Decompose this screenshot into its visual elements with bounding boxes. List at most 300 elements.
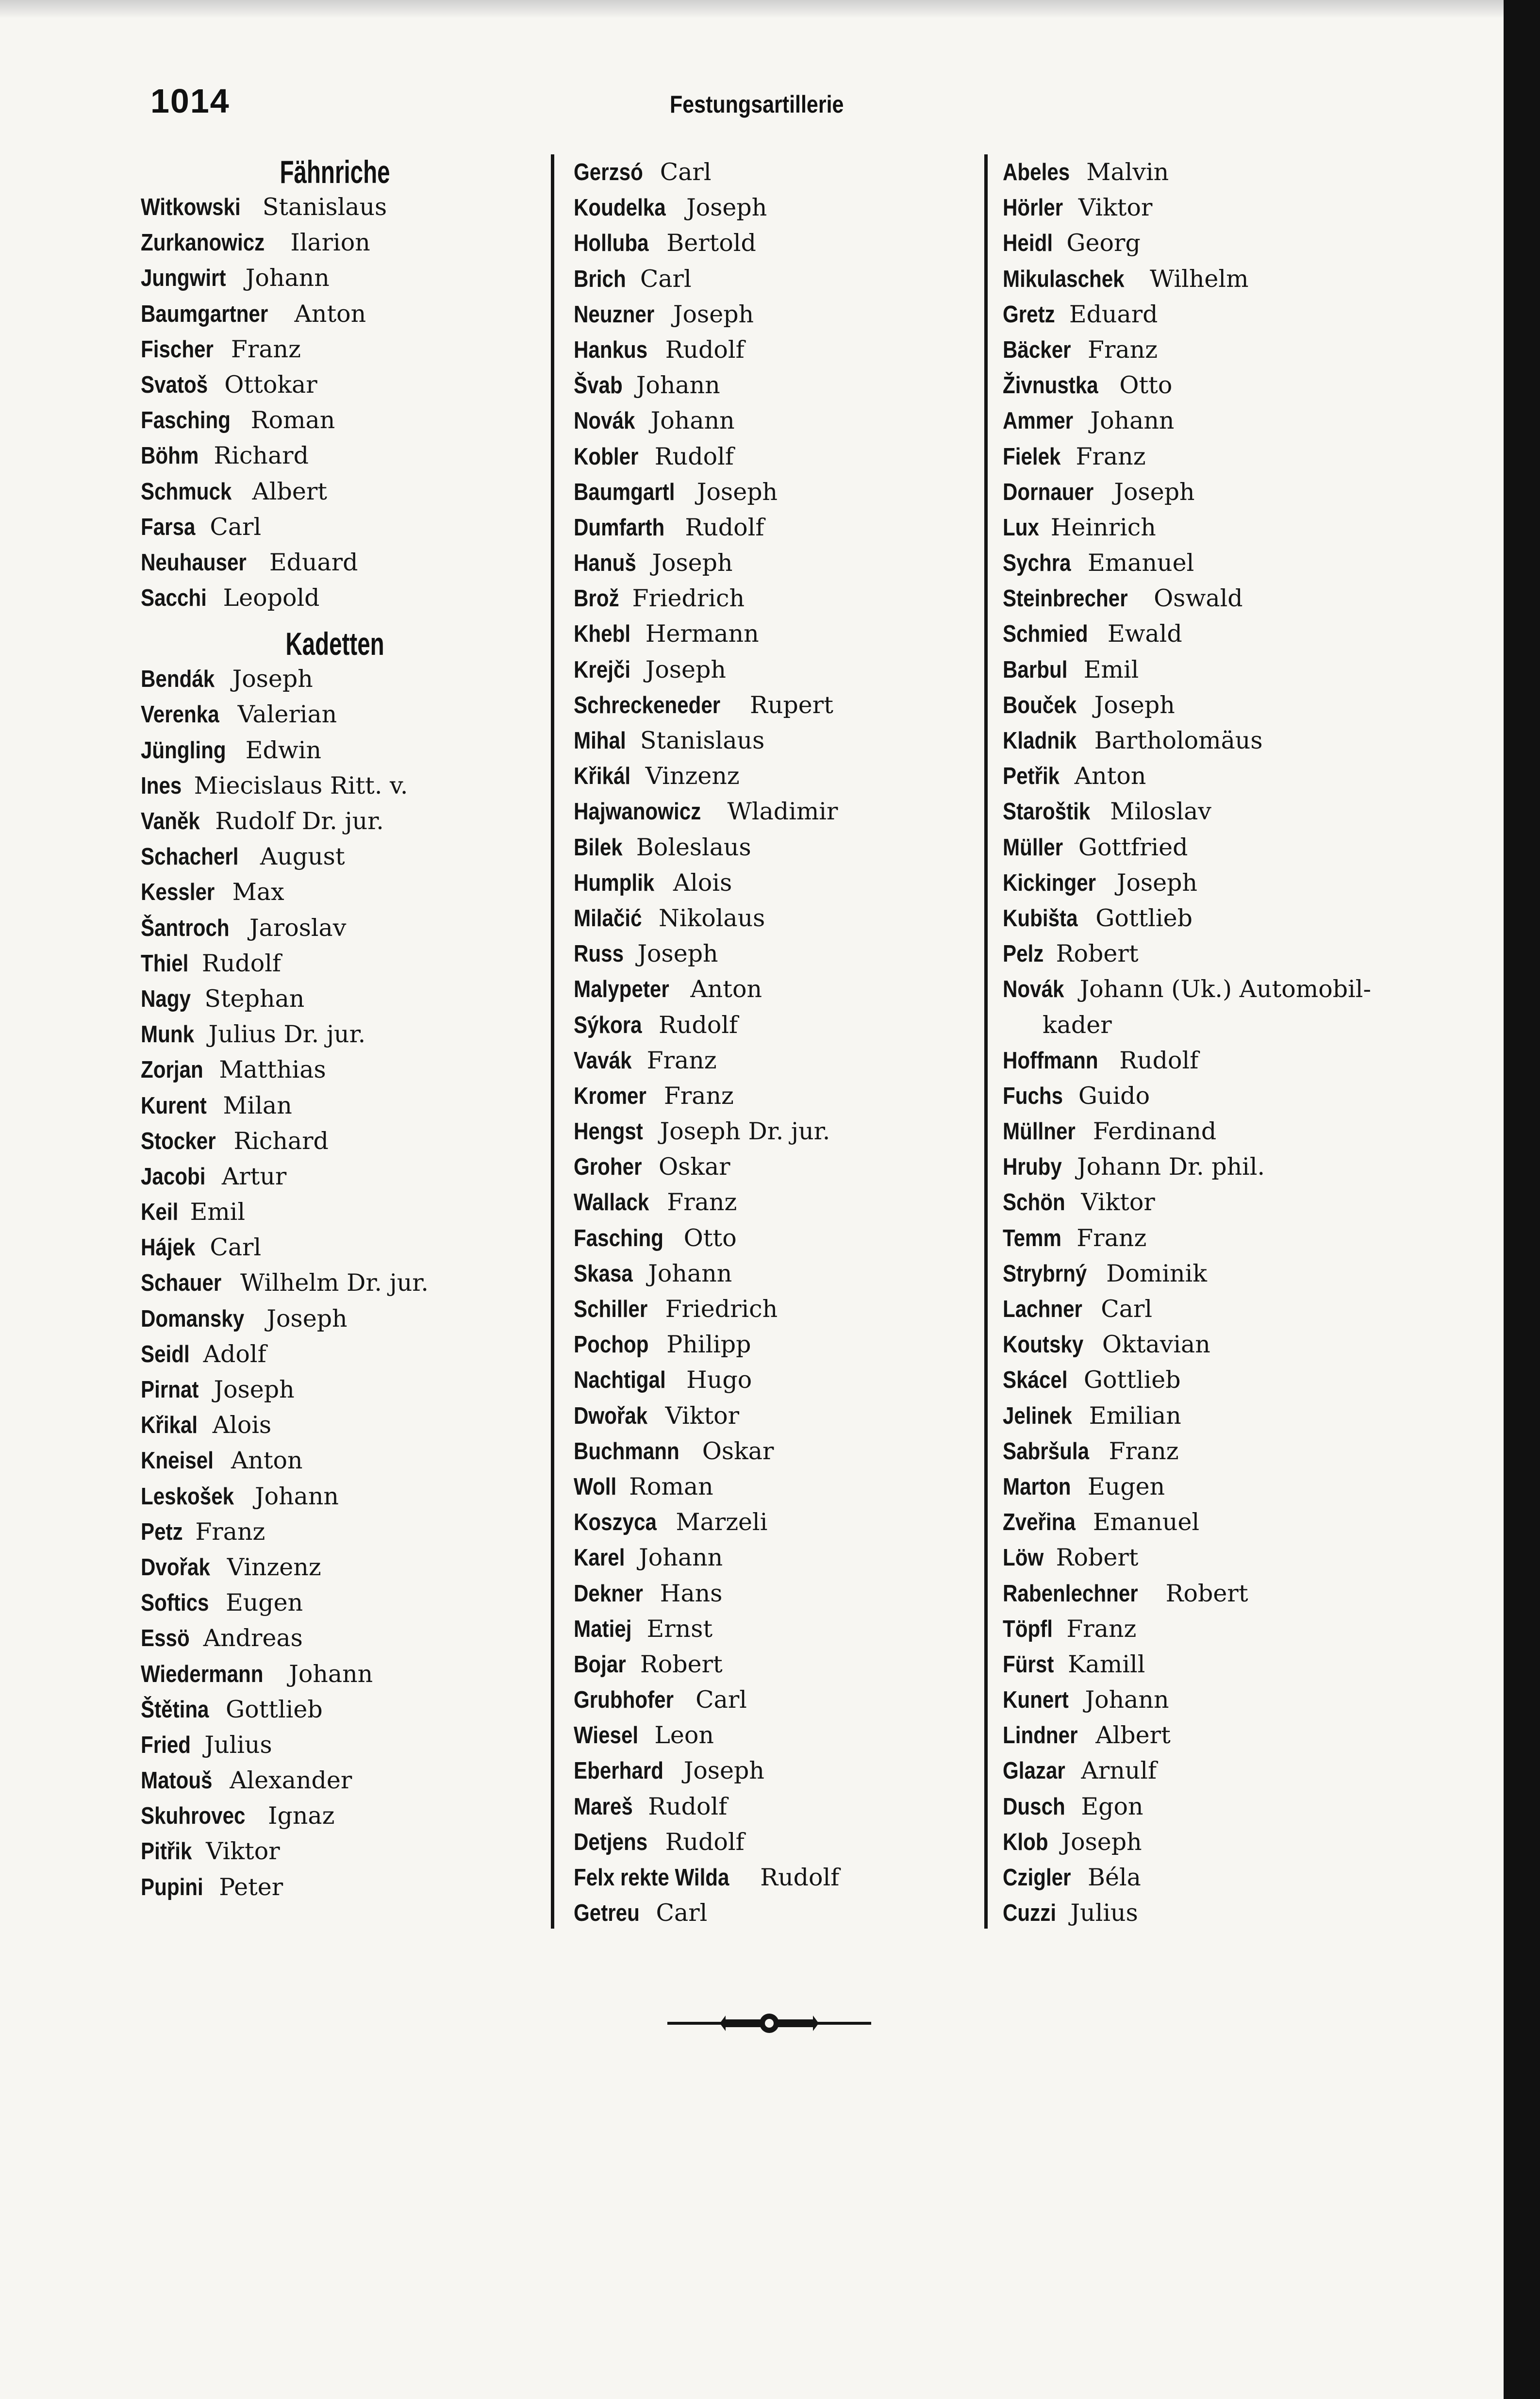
roster-entry: [574, 1362, 977, 1398]
entry-surname: Skasa: [574, 1260, 633, 1287]
entry-given-name: Franz: [1109, 1437, 1179, 1465]
entry-surname: Löw: [1003, 1545, 1044, 1571]
entry-surname: Kunert: [1003, 1687, 1069, 1714]
entry-surname: Thiel: [141, 950, 189, 977]
roster-entry: [1003, 1682, 1430, 1717]
entry-surname: Mihal: [574, 728, 626, 754]
entry-surname: Jüngling: [141, 737, 226, 764]
entry-surname: Lindner: [1003, 1722, 1078, 1749]
roster-entry: [574, 1576, 977, 1611]
column-2: [574, 154, 977, 1931]
entry-given-name: Bartholomäus: [1094, 727, 1263, 754]
entry-given-name: Robert: [1165, 1579, 1248, 1607]
roster-entry: [141, 1620, 544, 1656]
roster-entry: [1003, 225, 1430, 261]
roster-entry: [141, 509, 544, 545]
entry-given-name: Richard: [214, 442, 309, 470]
roster-entry: [141, 1407, 544, 1443]
entry-given-name: Roman: [250, 406, 335, 434]
entry-surname: Schauer: [141, 1270, 222, 1297]
entry-surname: Koutsky: [1003, 1332, 1084, 1358]
entry-given-name: Oktavian: [1102, 1331, 1210, 1359]
roster-entry: [574, 1753, 977, 1788]
entry-given-name: Albert: [1095, 1721, 1171, 1749]
entry-given-name: Franz: [646, 1046, 717, 1074]
entry-given-name: Wladimir: [727, 798, 838, 826]
roster-entry: [574, 652, 977, 687]
roster-entry: [574, 1256, 977, 1291]
entry-surname: Rabenlechner: [1003, 1580, 1138, 1607]
entry-given-name: Johann: [648, 1259, 732, 1287]
roster-entry: [574, 154, 977, 190]
entry-given-name: Joseph: [645, 655, 726, 683]
entry-given-name: Emanuel: [1093, 1508, 1200, 1536]
entry-surname: Abeles: [1003, 159, 1070, 185]
entry-surname: Steinbrecher: [1003, 585, 1128, 612]
entry-surname: Vaněk: [141, 808, 200, 834]
entry-given-name: Rudolf: [665, 335, 745, 364]
roster-entry: [574, 687, 977, 723]
entry-surname: Kickinger: [1003, 869, 1096, 896]
roster-entry: [141, 1514, 544, 1549]
entry-given-name: Johann: [650, 407, 735, 435]
entry-given-name: Joseph: [1061, 1828, 1142, 1856]
entry-surname: Jungwirt: [141, 265, 226, 292]
entry-given-name: Rudolf: [201, 949, 282, 977]
entry-given-name: Peter: [219, 1873, 283, 1901]
entry-surname: Kubišta: [1003, 905, 1078, 932]
roster-entry: [574, 1824, 977, 1860]
roster-entry: [574, 1327, 977, 1362]
entry-given-name: Anton: [231, 1447, 303, 1475]
roster-entry: [1003, 936, 1430, 971]
roster-entry: [1003, 297, 1430, 332]
entry-given-name: Rudolf: [685, 513, 764, 541]
entry-surname: Kneisel: [141, 1448, 214, 1474]
roster-entry: [1003, 474, 1430, 510]
entry-surname: Petřik: [1003, 763, 1060, 790]
roster-entry: [141, 1230, 544, 1265]
entry-surname: Witkowski: [141, 194, 241, 220]
entry-surname: Buchmann: [574, 1438, 679, 1465]
entry-surname: Schön: [1003, 1189, 1065, 1216]
entry-given-name: Emilian: [1089, 1401, 1181, 1430]
entry-given-name: Kamill: [1068, 1650, 1145, 1678]
entry-given-name: Julius: [1070, 1899, 1138, 1927]
column-rule-right: [984, 154, 988, 1929]
entry-given-name: Rudolf: [648, 1792, 728, 1820]
roster-entry: [574, 1398, 977, 1433]
entry-surname: Wiedermann: [141, 1661, 264, 1687]
roster-entry: [141, 402, 544, 438]
entry-surname: Mikulaschek: [1003, 266, 1125, 292]
entry-surname: Baumgartl: [574, 479, 675, 505]
roster-entry: [574, 474, 977, 510]
entry-surname: Seidl: [141, 1341, 190, 1367]
roster-entry: [574, 1860, 977, 1895]
roster-entry: [1003, 865, 1430, 900]
scan-border: [1504, 0, 1540, 2399]
roster-entry: [1003, 1576, 1430, 1611]
entry-given-name: Edwin: [245, 736, 322, 764]
column-rule-left: [551, 154, 554, 1929]
entry-surname: Kromer: [574, 1083, 646, 1109]
entry-given-name: Ottokar: [224, 370, 317, 399]
entry-given-name: Joseph: [686, 194, 767, 222]
entry-given-name: Johann: [254, 1482, 339, 1510]
entry-given-name: Nikolaus: [659, 904, 765, 932]
roster-entry: [1003, 830, 1430, 865]
roster-entry: [141, 1727, 544, 1763]
roster-entry: [574, 830, 977, 865]
roster-entry: [1003, 1611, 1430, 1647]
entry-given-name: Gottlieb: [225, 1695, 323, 1723]
entry-surname: Hruby: [1003, 1154, 1062, 1181]
entry-surname: Holluba: [574, 230, 649, 257]
entry-surname: Domansky: [141, 1305, 245, 1332]
roster-entry: [574, 1043, 977, 1078]
section-spacer: [141, 616, 544, 626]
entry-surname: Pelz: [1003, 941, 1044, 967]
roster-entry: [1003, 439, 1430, 474]
entry-surname: Baumgartner: [141, 300, 268, 327]
entry-surname: Farsa: [141, 514, 196, 540]
entry-given-name: Jaroslav: [249, 914, 347, 942]
entry-given-name: Stephan: [204, 984, 305, 1013]
entry-surname: Leskošek: [141, 1483, 234, 1510]
entry-surname: Milačić: [574, 905, 642, 932]
roster-entry: [1003, 1043, 1430, 1078]
entry-given-name: Rudolf: [654, 442, 734, 470]
roster-entry: [141, 1798, 544, 1833]
entry-given-name: Rudolf: [659, 1011, 738, 1039]
entry-given-name: Albert: [252, 477, 327, 505]
roster-entry: [1003, 1220, 1430, 1256]
entry-given-name: Franz: [663, 1082, 734, 1110]
roster-entry: [574, 1007, 977, 1043]
roster-entry: [141, 1443, 544, 1478]
entry-surname: Schreckeneder: [574, 692, 721, 718]
roster-entry: [1003, 581, 1430, 616]
roster-entry: [141, 1656, 544, 1692]
entry-surname: Groher: [574, 1154, 642, 1181]
entry-given-name: Friedrich: [665, 1295, 778, 1323]
roster-entry: [141, 474, 544, 509]
entry-surname: Bouček: [1003, 692, 1077, 718]
entry-surname: Pochop: [574, 1332, 649, 1358]
entry-surname: Karel: [574, 1545, 625, 1571]
entry-surname: Křikál: [574, 763, 631, 790]
entry-given-name: Richard: [233, 1127, 329, 1155]
entry-surname: Humplik: [574, 869, 655, 896]
entry-surname: Hanuš: [574, 550, 636, 577]
end-ornament-icon: [667, 2009, 871, 2038]
roster-entry: [574, 936, 977, 971]
roster-entry: [141, 1336, 544, 1372]
roster-entry: [574, 439, 977, 474]
entry-surname: Štětina: [141, 1696, 209, 1723]
entry-surname: Brich: [574, 266, 626, 292]
roster-entry: [574, 1789, 977, 1824]
entry-surname: Neuzner: [574, 301, 655, 328]
entry-surname: Dwořak: [574, 1402, 648, 1429]
entry-given-name: Emil: [1083, 655, 1139, 683]
entry-surname: Fürst: [1003, 1651, 1054, 1678]
entry-surname: Brož: [574, 585, 619, 612]
entry-given-name: Viktor: [665, 1401, 740, 1430]
roster-entry: [141, 1052, 544, 1087]
entry-surname: Müller: [1003, 834, 1063, 861]
entry-given-name: Artur: [221, 1162, 287, 1190]
entry-surname: Gerzsó: [574, 159, 643, 185]
entry-given-name: Johann (Uk.) Automobil-: [1079, 975, 1372, 1003]
entry-given-name: Anton: [1074, 762, 1146, 790]
roster-entry: [1003, 190, 1430, 225]
entry-surname: Pitřik: [141, 1838, 192, 1865]
entry-given-name: Vinzenz: [227, 1553, 321, 1581]
roster-entry: [574, 1149, 977, 1184]
roster-entry: [1003, 1895, 1430, 1931]
entry-surname: Fielek: [1003, 443, 1061, 470]
roster-entry: [1003, 1362, 1430, 1398]
entry-given-name: Carl: [210, 1233, 262, 1262]
entry-surname: Eberhard: [574, 1758, 664, 1784]
entry-given-name: Wilhelm Dr. jur.: [240, 1269, 429, 1297]
roster-entry: [1003, 1824, 1430, 1860]
roster-entry: [1003, 510, 1430, 545]
roster-entry: [1003, 1433, 1430, 1469]
entry-given-name: Malvin: [1086, 158, 1169, 186]
page-number: 1014: [150, 82, 230, 120]
entry-given-name: Joseph: [214, 1376, 295, 1403]
entry-surname: Švab: [574, 372, 623, 399]
page-top-edge: [0, 0, 1540, 18]
roster-entry: [1003, 1327, 1430, 1362]
roster-entry: [141, 1301, 544, 1336]
entry-surname: Sacchi: [141, 585, 207, 612]
entry-surname: Schmied: [1003, 621, 1088, 648]
roster-entry: [1003, 1398, 1430, 1433]
entry-surname: Softics: [141, 1590, 209, 1616]
entry-surname: Gretz: [1003, 301, 1055, 328]
entry-surname: Fasching: [574, 1225, 663, 1251]
roster-entry: [1003, 1078, 1430, 1114]
roster-entry: [1003, 545, 1430, 581]
roster-entry: [574, 332, 977, 367]
entry-given-name: Franz: [195, 1517, 265, 1546]
entry-given-name: Matthias: [219, 1056, 326, 1084]
roster-entry: [574, 261, 977, 297]
roster-entry: [1003, 1717, 1430, 1753]
entry-given-name: Oskar: [658, 1153, 730, 1181]
roster-entry: [574, 581, 977, 616]
entry-surname: Töpfl: [1003, 1616, 1053, 1642]
entry-surname: Sabršula: [1003, 1438, 1090, 1465]
entry-surname: Dekner: [574, 1580, 643, 1607]
roster-entry: [141, 1016, 544, 1052]
entry-given-name: Oswald: [1154, 584, 1243, 613]
entry-surname: Neuhauser: [141, 549, 247, 576]
entry-surname: Felx rekte Wilda: [574, 1865, 729, 1891]
entry-surname: Matiej: [574, 1616, 632, 1642]
entry-surname: Dornauer: [1003, 479, 1094, 505]
entry-given-name: Egon: [1081, 1792, 1143, 1820]
entry-given-name: Miloslav: [1110, 798, 1211, 826]
roster-entry: [574, 1540, 977, 1575]
roster-entry: [574, 1220, 977, 1256]
entry-surname: Fischer: [141, 336, 214, 363]
roster-entry: [1003, 403, 1430, 438]
entry-given-name: Rudolf: [1119, 1046, 1199, 1074]
roster-entry: [1003, 687, 1430, 723]
entry-given-name: Ignaz: [268, 1802, 335, 1830]
entry-surname: Koszyca: [574, 1509, 657, 1536]
roster-entry: [574, 758, 977, 794]
entry-given-name: Alois: [673, 868, 732, 897]
roster-entry: [1003, 154, 1430, 190]
entry-surname: Bilek: [574, 834, 623, 861]
entry-surname: Müllner: [1003, 1118, 1076, 1145]
roster-entry: [1003, 1647, 1430, 1682]
roster-entry: [141, 981, 544, 1016]
roster-entry: [1003, 1291, 1430, 1327]
entry-given-name: Georg: [1066, 229, 1141, 257]
entry-given-name: Joseph: [673, 300, 754, 328]
roster-entry: [574, 616, 977, 651]
entry-surname: Böhm: [141, 443, 199, 469]
entry-surname: Skuhrovec: [141, 1803, 246, 1830]
entry-given-name: Eduard: [269, 548, 358, 576]
entry-given-name: Carl: [1101, 1295, 1153, 1323]
entry-surname: Fasching: [141, 407, 231, 434]
roster-entry: [141, 1372, 544, 1407]
roster-entry: [1003, 1256, 1430, 1291]
section-heading: Kadetten: [285, 626, 384, 662]
roster-entry: [141, 580, 544, 616]
entry-given-name: Adolf: [203, 1340, 266, 1368]
entry-surname: Ammer: [1003, 408, 1074, 434]
entry-given-name: Guido: [1078, 1082, 1150, 1110]
roster-entry: [141, 733, 544, 768]
roster-entry: [574, 1078, 977, 1114]
roster-entry: [141, 225, 544, 260]
entry-given-name: Friedrich: [632, 584, 745, 613]
entry-surname: Ines: [141, 772, 182, 799]
entry-surname: Schiller: [574, 1296, 648, 1322]
entry-given-name: Béla: [1087, 1864, 1141, 1891]
roster-entry: [574, 1504, 977, 1540]
column-3: [1003, 154, 1430, 1931]
entry-surname: Petz: [141, 1518, 183, 1545]
roster-entry: [574, 1647, 977, 1682]
entry-given-name: Wilhelm: [1150, 265, 1249, 293]
roster-entry: [141, 1549, 544, 1585]
roster-entry: [574, 900, 977, 936]
entry-given-name: Marzeli: [676, 1508, 768, 1536]
entry-surname: Dumfarth: [574, 514, 665, 541]
entry-surname: Staroštik: [1003, 799, 1091, 825]
entry-surname: Skácel: [1003, 1367, 1068, 1394]
roster-entry: [574, 865, 977, 900]
entry-given-name: Joseph Dr. jur.: [660, 1117, 830, 1146]
entry-surname: Fuchs: [1003, 1083, 1063, 1109]
section-heading: Fähnriche: [280, 154, 390, 190]
entry-surname: Marton: [1003, 1473, 1071, 1500]
entry-given-name: Joseph: [683, 1757, 764, 1785]
entry-given-name: Eugen: [1087, 1472, 1165, 1500]
roster-entry: [1003, 367, 1430, 403]
entry-given-name: Ilarion: [290, 229, 370, 257]
entry-given-name: Viktor: [206, 1837, 280, 1866]
entry-surname: Verenka: [141, 701, 219, 728]
roster-entry: [141, 1159, 544, 1194]
entry-given-name: Franz: [1066, 1615, 1137, 1643]
roster-entry: [141, 1869, 544, 1905]
roster-entry: [1003, 1540, 1430, 1575]
roster-entry: [1003, 1753, 1430, 1788]
entry-given-name: Emil: [190, 1198, 246, 1226]
roster-entry: [141, 874, 544, 910]
entry-given-name: Leon: [654, 1721, 714, 1749]
entry-surname: Jelinek: [1003, 1402, 1072, 1429]
roster-entry: [574, 723, 977, 758]
entry-given-name: Johann: [289, 1660, 373, 1688]
entry-surname: Sýkora: [574, 1012, 642, 1038]
entry-given-name: Carl: [660, 158, 712, 186]
entry-surname: Barbul: [1003, 656, 1068, 683]
entry-given-name: Franz: [231, 335, 301, 363]
roster-entry: [1003, 758, 1430, 794]
entry-given-name: Arnulf: [1081, 1757, 1157, 1785]
entry-given-name: Anton: [690, 975, 762, 1003]
entry-surname: Křikal: [141, 1412, 198, 1439]
entry-surname: Bendák: [141, 666, 215, 693]
entry-given-name: Robert: [1056, 940, 1139, 968]
entry-surname: Lux: [1003, 514, 1039, 541]
roster-entry: [574, 545, 977, 581]
entry-given-name: Viktor: [1078, 194, 1153, 222]
roster-entry: [574, 1895, 977, 1931]
roster-entry: [1003, 1007, 1430, 1043]
entry-given-name: Eugen: [225, 1589, 303, 1617]
roster-entry: [141, 1123, 544, 1159]
entry-given-name: Eduard: [1069, 300, 1158, 328]
roster-entry: [1003, 1149, 1430, 1184]
roster-entry: [1003, 332, 1430, 367]
entry-surname: Dusch: [1003, 1793, 1065, 1820]
entry-surname: Klob: [1003, 1829, 1048, 1855]
roster-entry: [574, 1291, 977, 1327]
roster-entry: [574, 1611, 977, 1647]
entry-given-name: Boleslaus: [636, 833, 751, 861]
entry-given-name: Bertold: [666, 229, 756, 257]
entry-given-name: Dominik: [1106, 1259, 1207, 1287]
entry-given-name: Valerian: [237, 700, 337, 729]
roster-entry: [574, 297, 977, 332]
entry-surname: Dvořak: [141, 1554, 210, 1581]
roster-entry: [574, 971, 977, 1007]
roster-entry: [574, 225, 977, 261]
roster-entry: [1003, 1114, 1430, 1149]
roster-entry: [574, 1114, 977, 1149]
entry-given-name: Rudolf: [760, 1864, 840, 1891]
entry-given-name: Franz: [1076, 442, 1146, 470]
entry-surname: Khebl: [574, 621, 631, 648]
entry-given-name: Franz: [1076, 1224, 1147, 1252]
entry-surname: Hájek: [141, 1234, 196, 1261]
entry-surname: Hajwanowicz: [574, 799, 701, 825]
roster-entry: [574, 367, 977, 403]
